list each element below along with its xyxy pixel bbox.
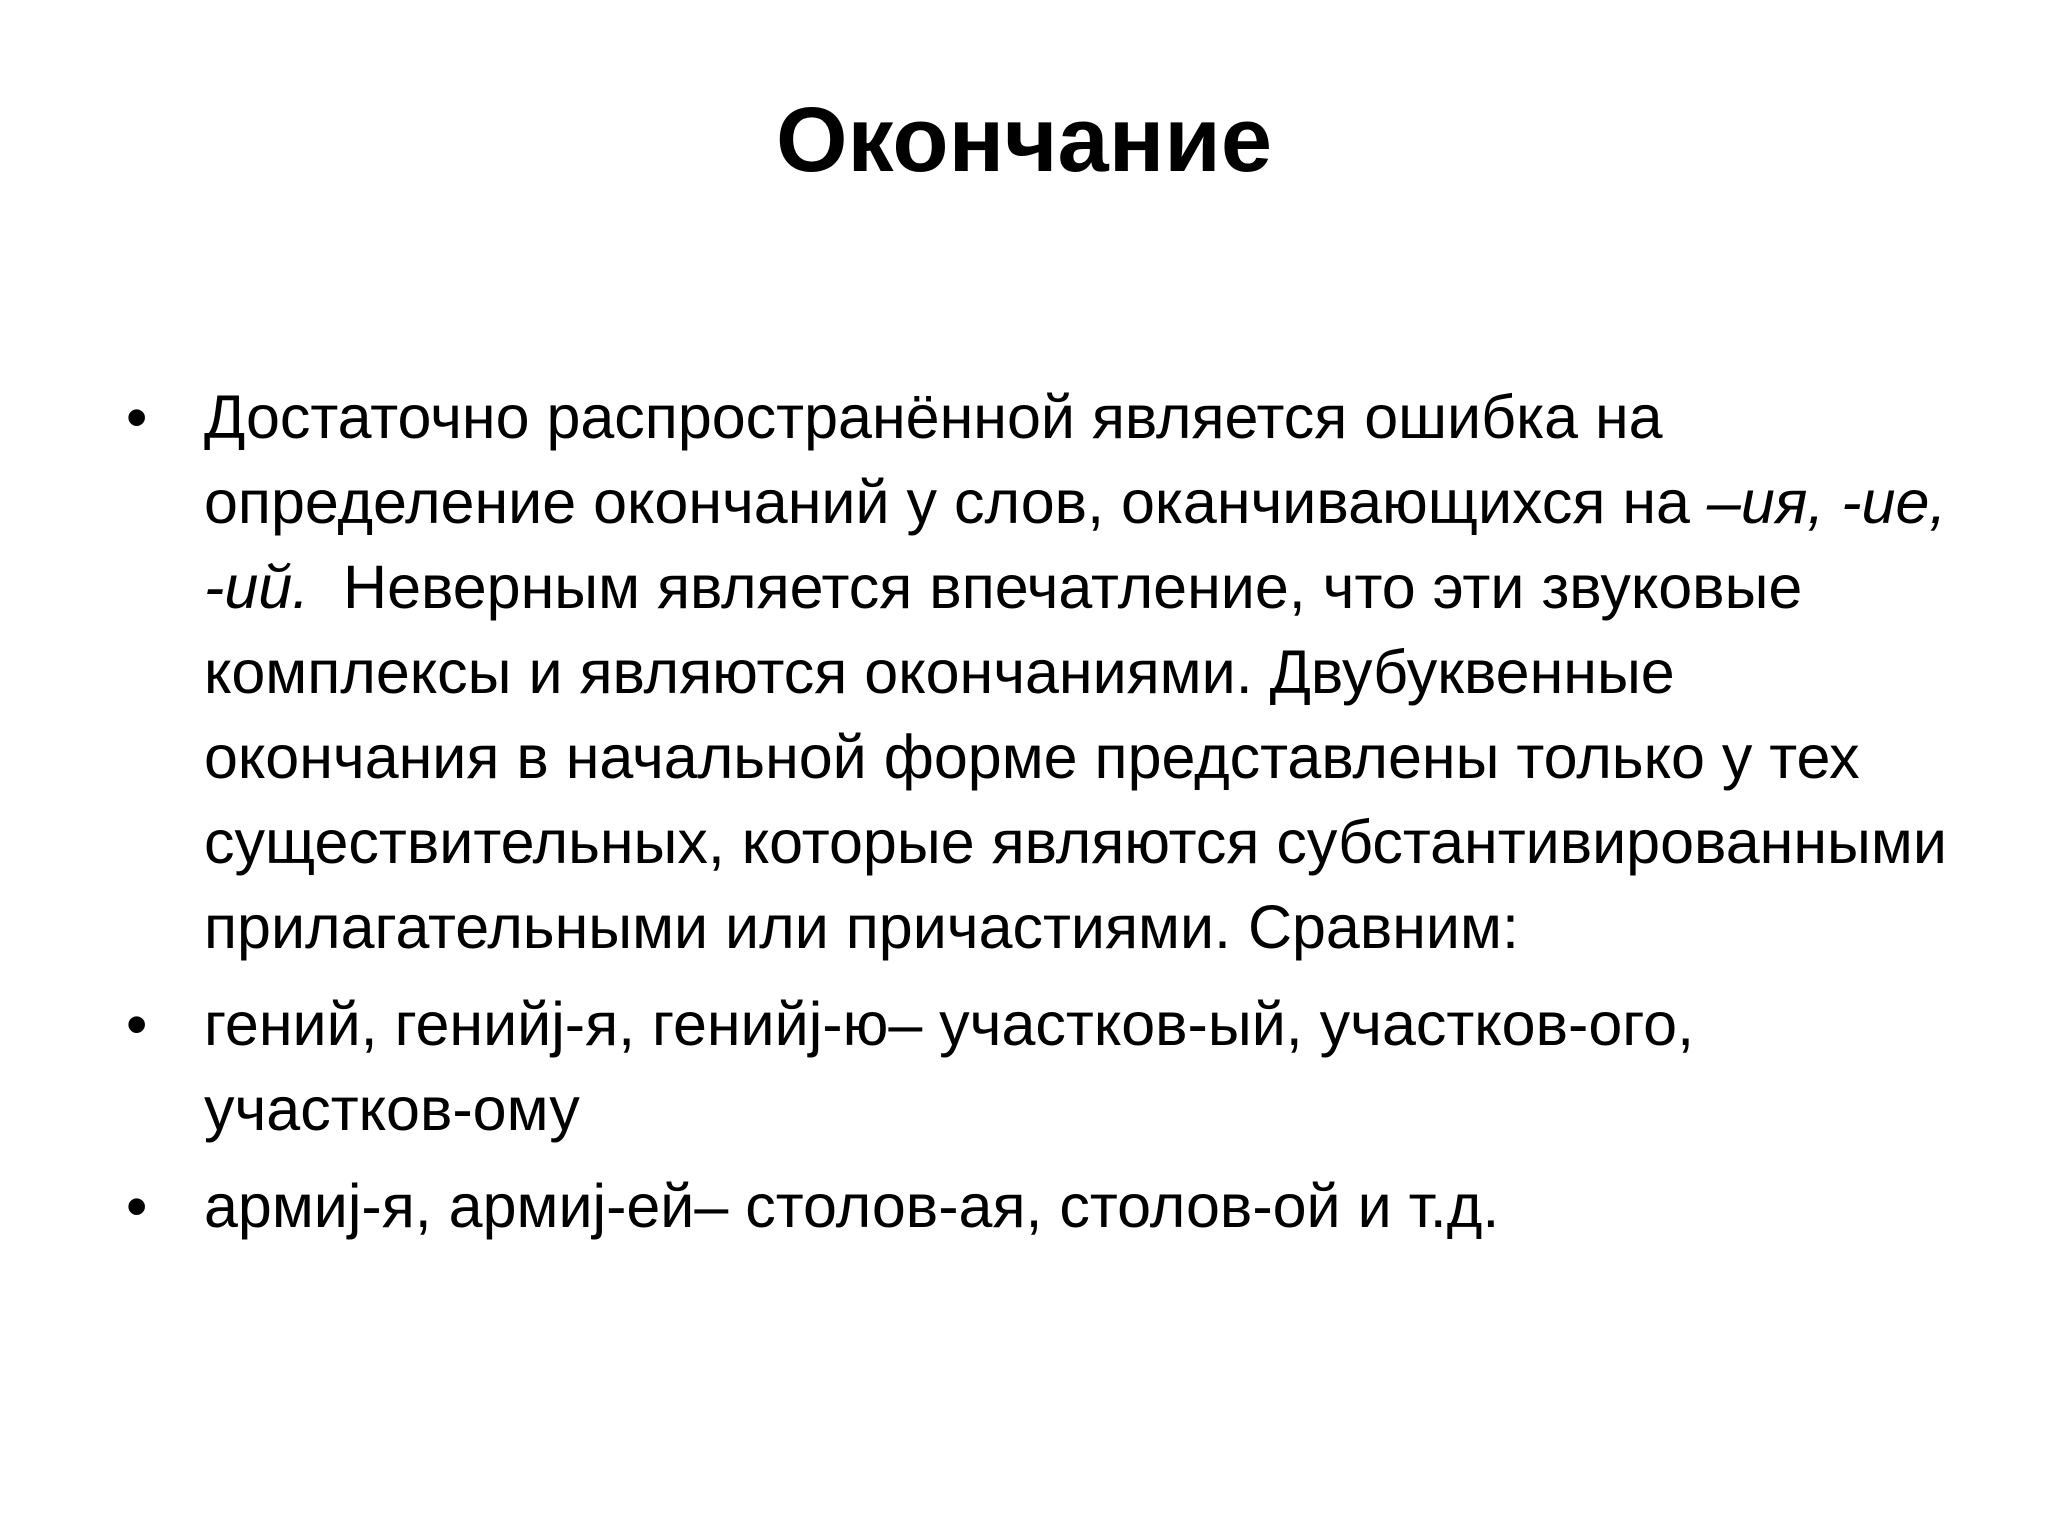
bullet-icon: •: [126, 1172, 148, 1240]
bullet-text: гений, генийj-я, генийj-ю– участков-ый, участков-ого, участков-ому: [204, 990, 1695, 1143]
bullet-item: [120, 982, 1960, 1152]
bullet-text-italic-endings: –ия, -ие, -ий.: [204, 468, 1947, 621]
bullet-list: [120, 375, 1964, 1261]
bullet-text-rest: Неверным является впечатление, что эти звуковые комплексы и являются окончаниями. Двубуквенные окончания в начальной форме представлены только у тех существительных, которые являются субстантивированными прилагательными или причастиями. Сравним:: [204, 553, 1964, 961]
slide-title: Окончание: [775, 89, 1273, 191]
bullet-item: [120, 1164, 1960, 1249]
bullet-text: армиj-я, армиj-ей– столов-ая, столов-ой и т.д.: [204, 1172, 1500, 1240]
bullet-icon: •: [126, 990, 148, 1058]
bullet-icon: •: [126, 383, 148, 451]
bullet-item: [120, 375, 1964, 970]
bullet-text-lead: Достаточно распространённой является ошибка на определение окончаний у слов, оканчивающихся на: [204, 383, 1707, 536]
